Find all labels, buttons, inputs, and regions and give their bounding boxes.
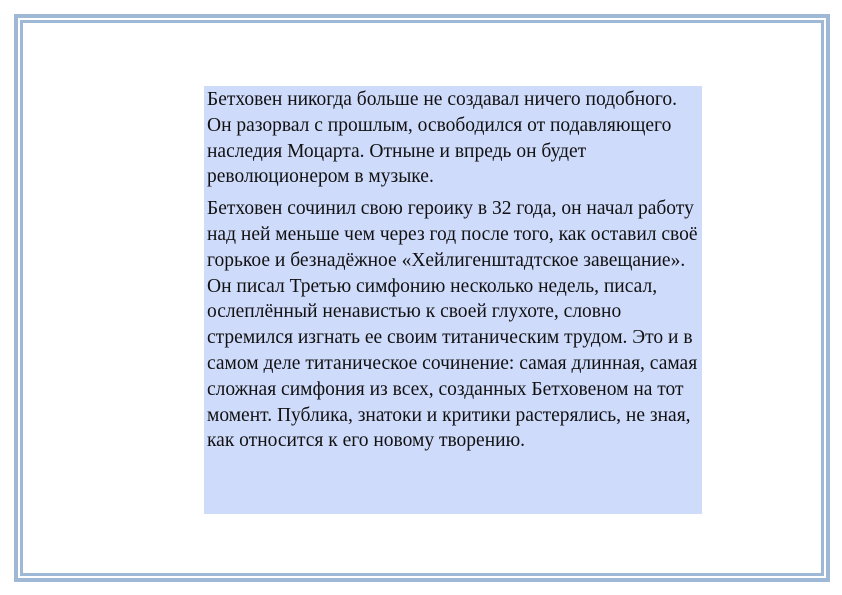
text-block [204,86,702,514]
paragraph-2: Бетховен сочинил свою героику в 32 года, он начал работу над ней меньше чем через год после того, как оставил своё горькое и безнадёжное «Хейлигенштадтское завещание». Он писал Третью симфонию несколько недель, писал, ослеплённый ненавистью к своей глухоте, словно стремился изгнать ее своим титаническим трудом. Это и в самом деле титаническое сочинение: самая длинная, самая сложная симфония из всех, созданных Бетховеном на тот момент. Публика, знатоки и критики растерялись, не зная, как относится к его новому творению. [207,198,698,452]
paragraph-1: Бетховен никогда больше не создавал ничего подобного. Он разорвал с прошлым, освободился от подавляющего наследия Моцарта. Отныне и впредь он будет революционером в музыке. [207,89,678,188]
